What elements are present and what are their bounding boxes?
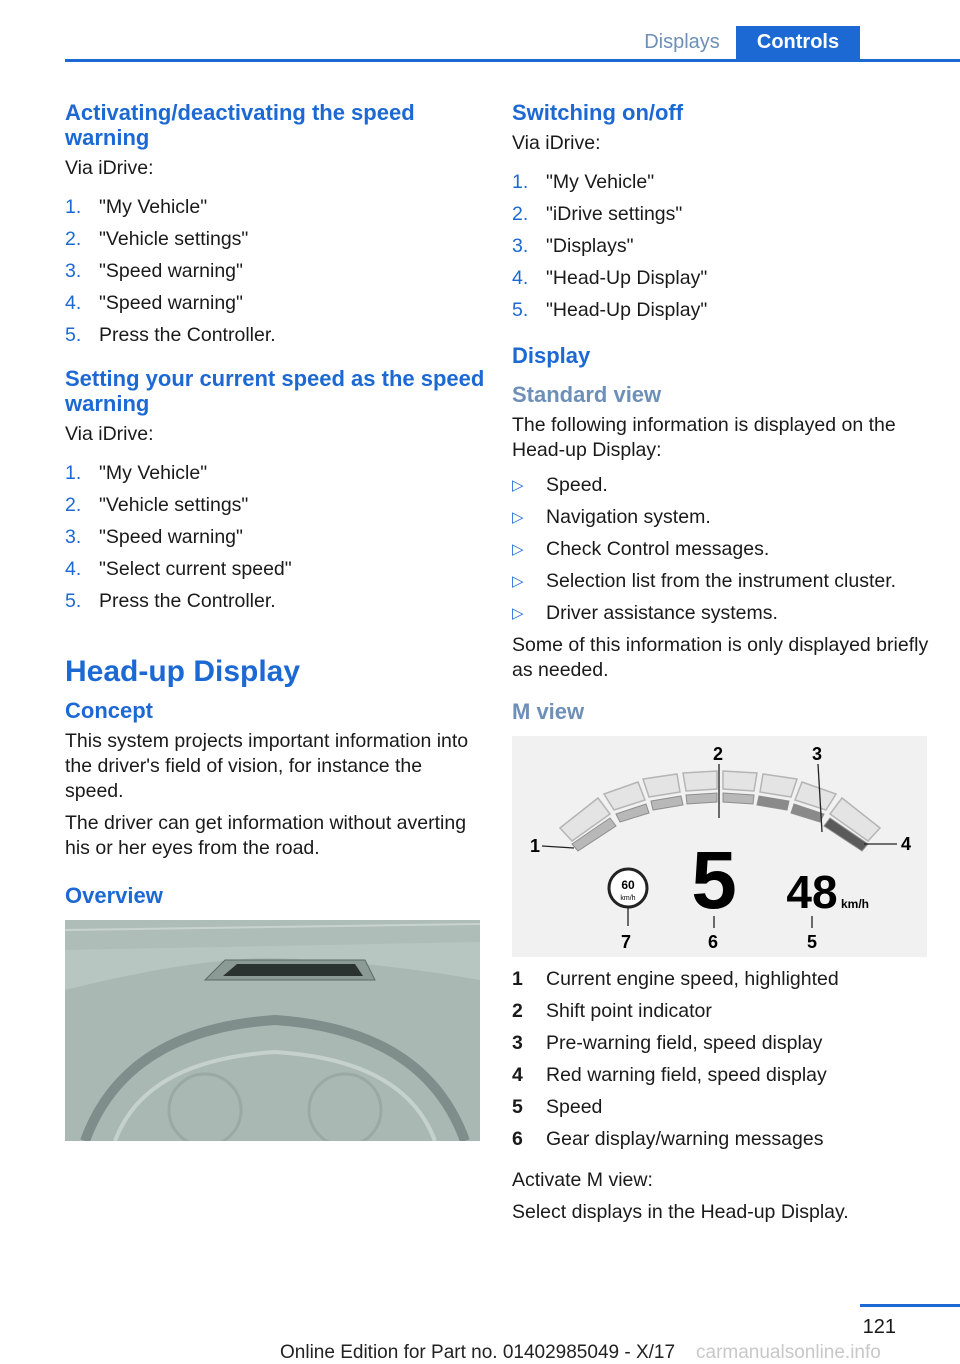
step-number: 2. [65,228,82,250]
step-text: "Vehicle settings" [99,494,249,516]
legend-text: Gear display/warning messages [546,1128,824,1150]
section-title-display: Display [512,343,591,368]
step-number: 1. [512,171,529,193]
list-item [65,227,485,252]
speed-warning-steps [65,195,485,348]
legend-key: 5 [512,1096,523,1118]
step-text: Press the Controller. [99,590,276,612]
list-item-text: Speed. [546,474,608,496]
triangle-bullet-icon: ▷ [512,509,524,526]
left-column [65,100,485,1141]
callout-7: 7 [621,932,632,952]
header-rule [65,59,960,62]
step-text: "Select current speed" [99,558,292,580]
list-item [512,601,932,626]
list-item [512,298,932,323]
speed-limit-value: 60 [621,878,635,892]
step-number: 3. [512,235,529,257]
legend-item [512,1127,932,1152]
list-item [65,525,485,550]
via-idrive-text: Via iDrive: [65,423,154,445]
section-title-standard-view: Standard view [512,382,662,407]
list-item-text: Selection list from the instrument cluster. [546,570,897,592]
page-title: Head-up Display [65,655,301,688]
legend-item [512,1063,932,1088]
list-item [512,202,932,227]
legend-key: 3 [512,1032,523,1054]
step-number: 1. [65,462,82,484]
step-text: "My Vehicle" [99,462,208,484]
list-item [65,195,485,220]
list-item [65,557,485,582]
list-item-text: Check Control messages. [546,538,770,560]
header-tab-displays[interactable]: Displays [644,31,720,53]
concept-paragraph-2: The driver can get information without averting his or her eyes from the road. [65,812,467,859]
legend-text: Speed [546,1096,603,1118]
list-item [65,323,485,348]
list-item [65,461,485,486]
list-item [65,291,485,316]
concept-paragraph-1: This system projects important information into the driver's field of vision, for instance the speed. [65,730,469,802]
step-number: 5. [65,590,82,612]
page-number: 121 [862,1316,896,1338]
legend-key: 2 [512,1000,523,1022]
via-idrive-text: Via iDrive: [65,157,154,179]
current-speed-steps [65,461,485,614]
step-text: "Vehicle settings" [99,228,249,250]
activate-m-view-text: Activate M view: [512,1169,653,1191]
speed-display: 48 [786,866,838,918]
step-text: "My Vehicle" [99,196,208,218]
activate-m-view-instruction: Select displays in the Head-up Display. [512,1201,849,1223]
legend-item [512,1095,932,1120]
step-text: Press the Controller. [99,324,276,346]
page-header [0,0,960,62]
legend-item [512,1031,932,1056]
legend-text: Red warning field, speed display [546,1064,827,1086]
speed-unit: km/h [840,897,870,911]
list-item [512,266,932,291]
legend-key: 6 [512,1128,523,1150]
triangle-bullet-icon: ▷ [512,541,524,558]
header-tab-controls[interactable]: Controls [736,26,860,59]
step-number: 4. [65,292,82,314]
list-item [65,589,485,614]
section-title-switching: Switching on/off [512,100,684,125]
legend-text: Pre-warning field, speed display [546,1032,823,1054]
list-item-text: Driver assistance systems. [546,602,778,624]
section-title-m-view: M view [512,699,585,724]
step-text: "My Vehicle" [546,171,655,193]
via-idrive-text: Via iDrive: [512,132,601,154]
step-number: 5. [512,299,529,321]
list-item [512,234,932,259]
right-column [512,100,932,1232]
step-text: "Speed warning" [99,260,243,282]
hud-overview-illustration [65,920,480,1141]
step-text: "Head-Up Display" [546,299,708,321]
section-title-speed-warning: Activating/deactivating the speed warning [65,100,415,150]
callout-5: 5 [807,932,818,952]
legend-item [512,999,932,1024]
step-text: "iDrive settings" [546,203,683,225]
footer-rule [860,1304,960,1307]
switching-steps [512,170,932,323]
list-item-text: Navigation system. [546,506,711,528]
standard-view-note: Some of this information is only displayed briefly as needed. [512,634,929,681]
step-number: 5. [65,324,82,346]
standard-view-list [512,473,932,626]
step-text: "Displays" [546,235,634,257]
section-title-overview: Overview [65,883,163,908]
callout-3: 3 [812,744,823,764]
triangle-bullet-icon: ▷ [512,573,524,590]
list-item [512,473,932,498]
m-view-legend [512,967,932,1152]
step-number: 3. [65,526,82,548]
list-item [512,505,932,530]
triangle-bullet-icon: ▷ [512,477,524,494]
legend-text: Current engine speed, highlighted [546,968,839,990]
step-text: "Speed warning" [99,526,243,548]
step-number: 2. [65,494,82,516]
triangle-bullet-icon: ▷ [512,605,524,622]
speed-limit-unit: km/h [620,895,636,902]
legend-key: 1 [512,968,523,990]
list-item [512,170,932,195]
list-item [65,259,485,284]
m-view-illustration [512,736,927,957]
page-footer [0,1302,960,1362]
callout-4: 4 [901,834,912,854]
section-title-current-speed: Setting your current speed as the speed warning [65,366,485,416]
step-number: 2. [512,203,529,225]
step-number: 4. [512,267,529,289]
edition-text: Online Edition for Part no. 01402985049 - X/17 [280,1342,676,1363]
section-title-concept: Concept [65,698,153,723]
standard-view-paragraph: The following information is displayed on the Head-up Display: [512,414,896,461]
callout-2: 2 [713,744,724,764]
legend-item [512,967,932,992]
step-text: "Head-Up Display" [546,267,708,289]
callout-6: 6 [708,932,719,952]
list-item [512,569,932,594]
callout-1: 1 [530,836,541,856]
step-number: 4. [65,558,82,580]
step-text: "Speed warning" [99,292,243,314]
step-number: 3. [65,260,82,282]
legend-text: Shift point indicator [546,1000,712,1022]
list-item [65,493,485,518]
list-item [512,537,932,562]
watermark: carmanualsonline.info [696,1342,881,1363]
step-number: 1. [65,196,82,218]
gear-display: 5 [691,835,737,926]
legend-key: 4 [512,1064,523,1086]
